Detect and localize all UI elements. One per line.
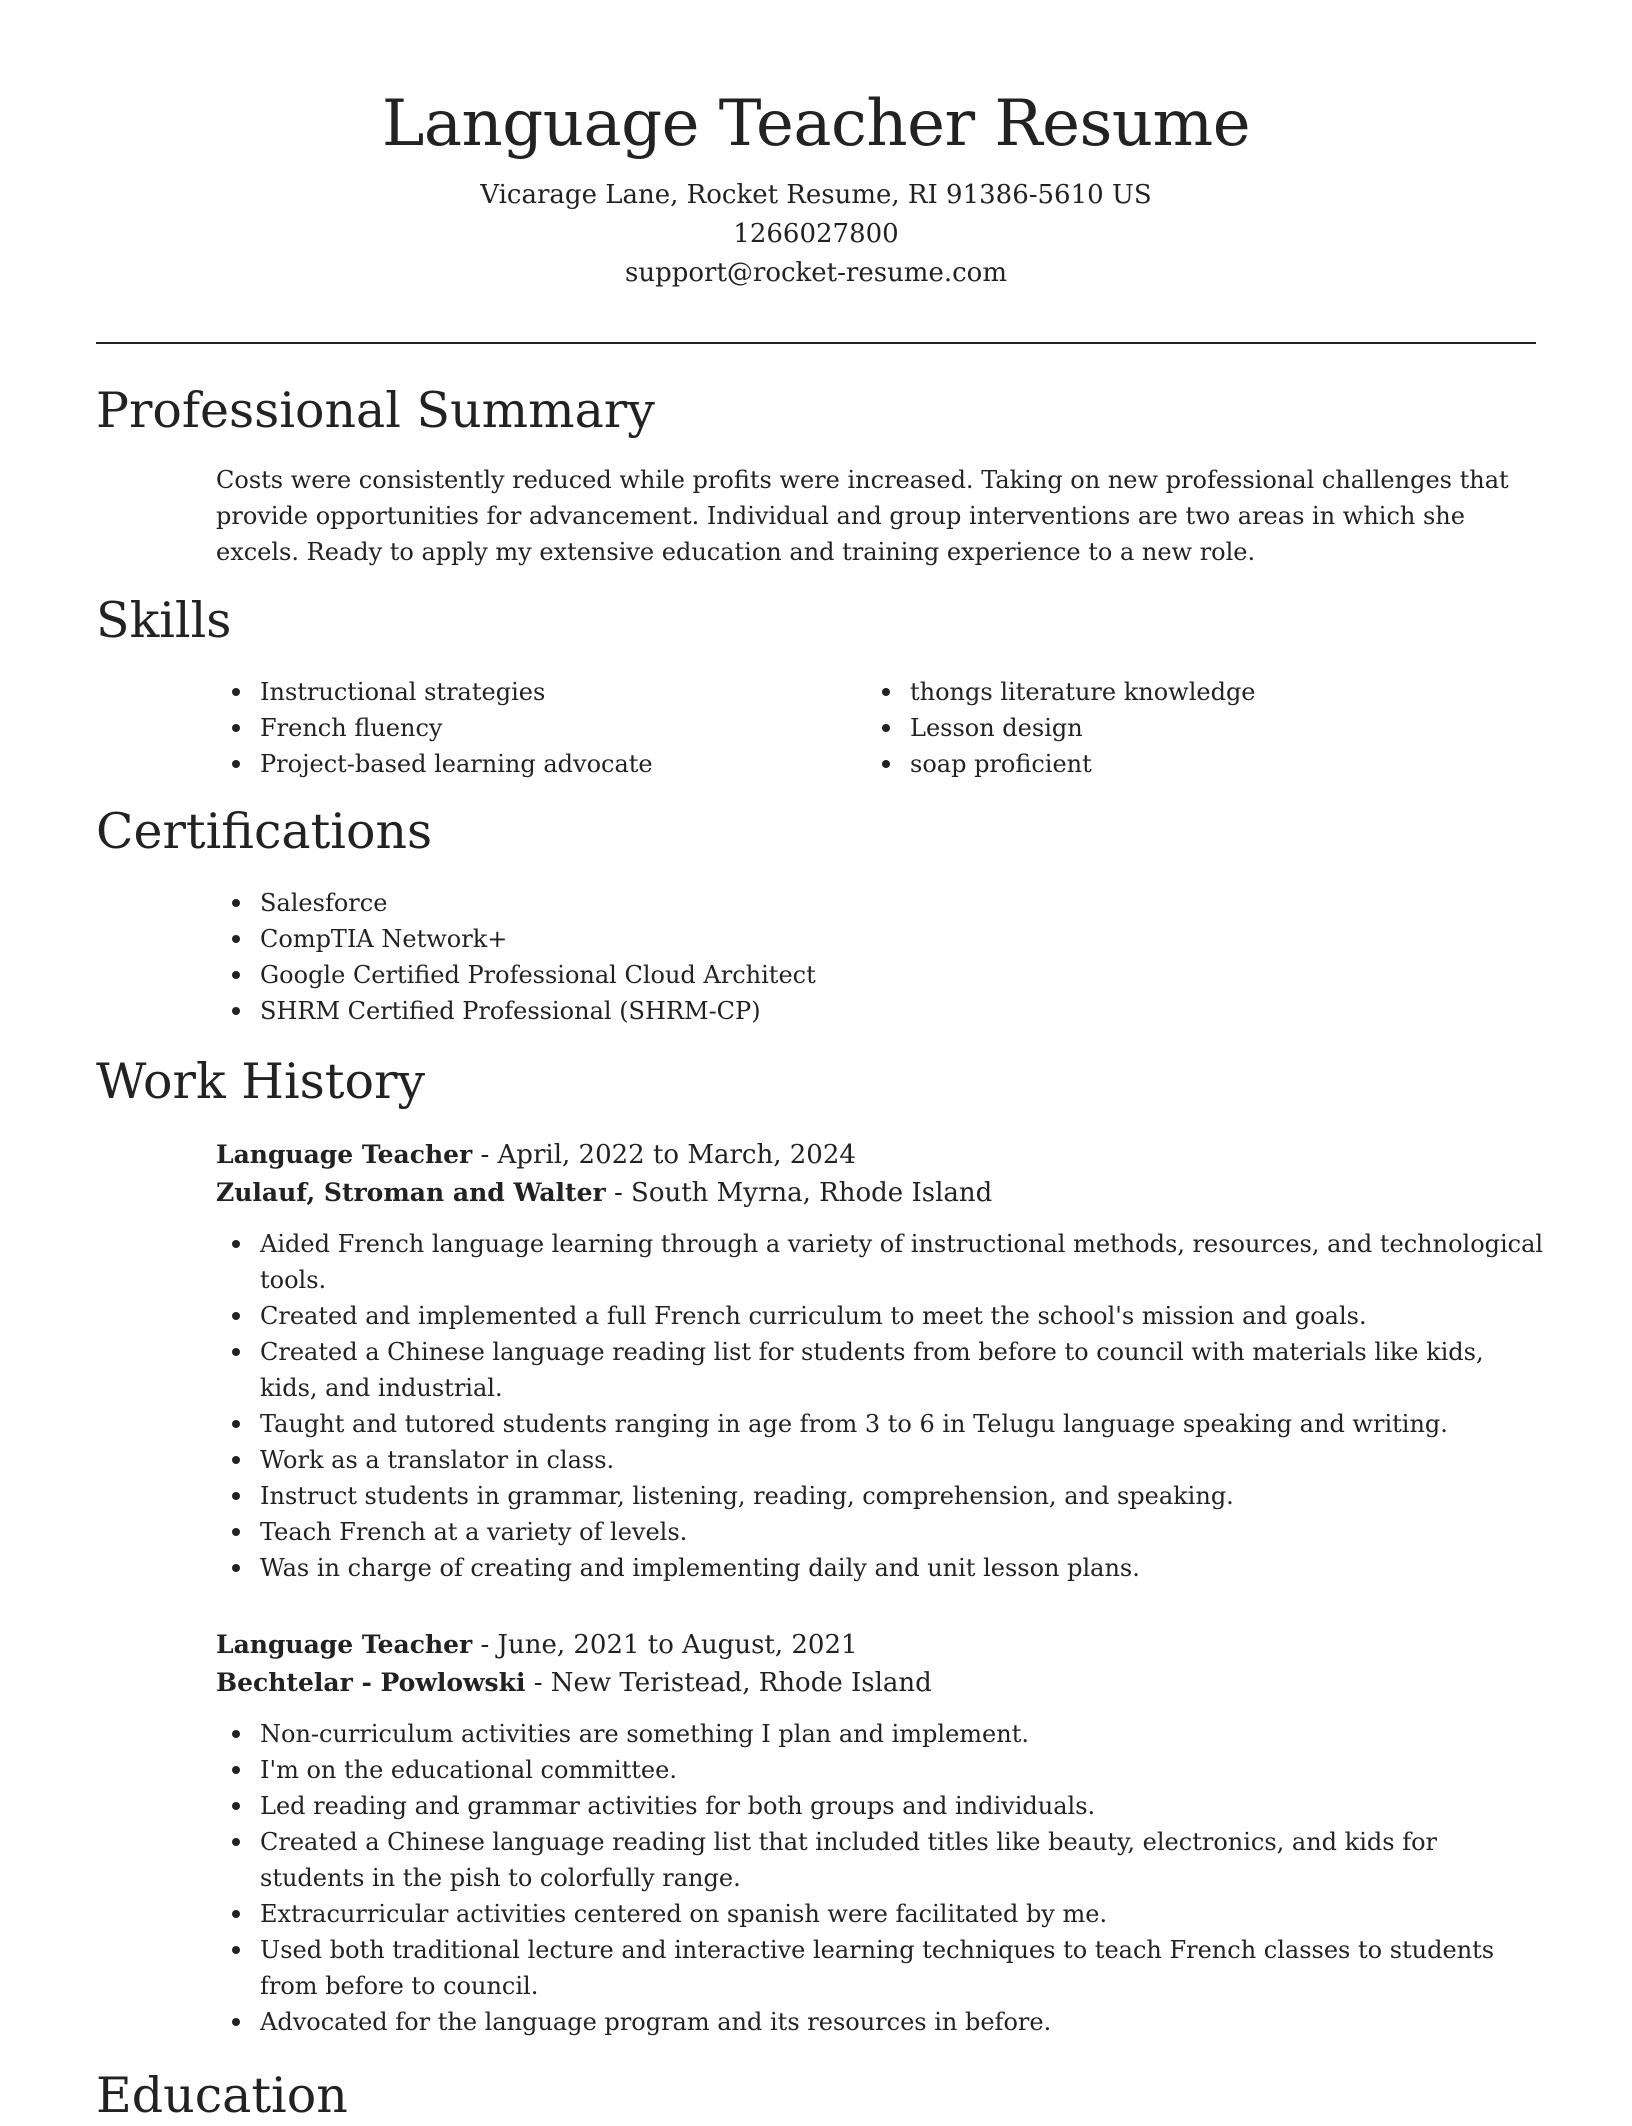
job-duty-item: Non-curriculum activities are something I plan and implement. — [216, 1716, 1546, 1752]
skill-item: thongs literature knowledge — [866, 674, 1486, 710]
job-company-line — [216, 1664, 1546, 1702]
job-dates: - April, 2022 to March, 2024 — [472, 1140, 856, 1170]
skill-item: Project-based learning advocate — [216, 746, 836, 782]
section-heading-certifications: Certifications — [96, 803, 433, 860]
job-title: Language Teacher — [216, 1630, 473, 1659]
skills-list-right — [866, 674, 1486, 782]
certification-item: CompTIA Network+ — [216, 921, 1516, 957]
contact-address: Vicarage Lane, Rocket Resume, RI 91386-5610 US — [480, 180, 1152, 210]
job-dates: - June, 2021 to August, 2021 — [472, 1630, 858, 1660]
job-duty-item: Was in charge of creating and implementing daily and unit lesson plans. — [216, 1550, 1546, 1586]
job-duty-item: Work as a translator in class. — [216, 1442, 1546, 1478]
job-entry — [216, 1136, 1546, 1586]
job-duties-list — [216, 1226, 1546, 1586]
job-duty-item: Led reading and grammar activities for both groups and individuals. — [216, 1788, 1546, 1824]
contact-phone: 1266027800 — [733, 219, 899, 249]
section-heading-summary: Professional Summary — [96, 382, 655, 439]
skill-item: Instructional strategies — [216, 674, 836, 710]
job-duty-item: Created a Chinese language reading list for students from before to council with materials like kids, kids, and industrial. — [216, 1334, 1546, 1406]
skills-list-left — [216, 674, 836, 782]
job-title-line — [216, 1626, 1546, 1664]
certifications-list — [216, 885, 1516, 1029]
certification-item: Salesforce — [216, 885, 1516, 921]
job-company: Zulauf, Stroman and Walter — [216, 1178, 606, 1207]
skill-item: Lesson design — [866, 710, 1486, 746]
certification-item: Google Certified Professional Cloud Architect — [216, 957, 1516, 993]
job-duty-item: Instruct students in grammar, listening, reading, comprehension, and speaking. — [216, 1478, 1546, 1514]
job-company-line — [216, 1174, 1546, 1212]
job-duty-item: Aided French language learning through a variety of instructional methods, resources, and technological tools. — [216, 1226, 1546, 1298]
job-duty-item: Created and implemented a full French curriculum to meet the school's mission and goals. — [216, 1298, 1546, 1334]
section-heading-education: Education — [96, 2067, 348, 2124]
contact-block — [96, 176, 1536, 293]
resume-header — [96, 82, 1536, 293]
job-duty-item: Taught and tutored students ranging in age from 3 to 6 in Telugu language speaking and writing. — [216, 1406, 1546, 1442]
job-company: Bechtelar - Powlowski — [216, 1668, 526, 1697]
job-duty-item: Extracurricular activities centered on spanish were facilitated by me. — [216, 1896, 1546, 1932]
job-duties-list — [216, 1716, 1546, 2040]
job-duty-item: Used both traditional lecture and interactive learning techniques to teach French classes to students from before to council. — [216, 1932, 1546, 2004]
skill-item: French fluency — [216, 710, 836, 746]
job-title: Language Teacher — [216, 1140, 473, 1169]
job-duty-item: Created a Chinese language reading list that included titles like beauty, electronics, and kids for students in the pish to colorfully range. — [216, 1824, 1546, 1896]
job-entry — [216, 1626, 1546, 2040]
job-duty-item: Advocated for the language program and its resources in before. — [216, 2004, 1546, 2040]
job-duty-item: Teach French at a variety of levels. — [216, 1514, 1546, 1550]
job-title-line — [216, 1136, 1546, 1174]
contact-email: support@rocket-resume.com — [624, 258, 1007, 288]
summary-text: Costs were consistently reduced while profits were increased. Taking on new professional challenges that provide opportunities for advancement. Individual and group interventions are two areas in which she excels. Ready to apply my extensive education and training experience to a new role. — [216, 466, 1509, 566]
certification-item: SHRM Certified Professional (SHRM-CP) — [216, 993, 1516, 1029]
job-location: - New Teristead, Rhode Island — [525, 1668, 932, 1698]
header-divider — [96, 342, 1536, 344]
section-heading-skills: Skills — [96, 592, 232, 649]
skill-item: soap proficient — [866, 746, 1486, 782]
resume-title: Language Teacher Resume — [381, 87, 1251, 161]
job-duty-item: I'm on the educational committee. — [216, 1752, 1546, 1788]
section-heading-work-history: Work History — [96, 1053, 426, 1110]
job-location: - South Myrna, Rhode Island — [605, 1178, 993, 1208]
